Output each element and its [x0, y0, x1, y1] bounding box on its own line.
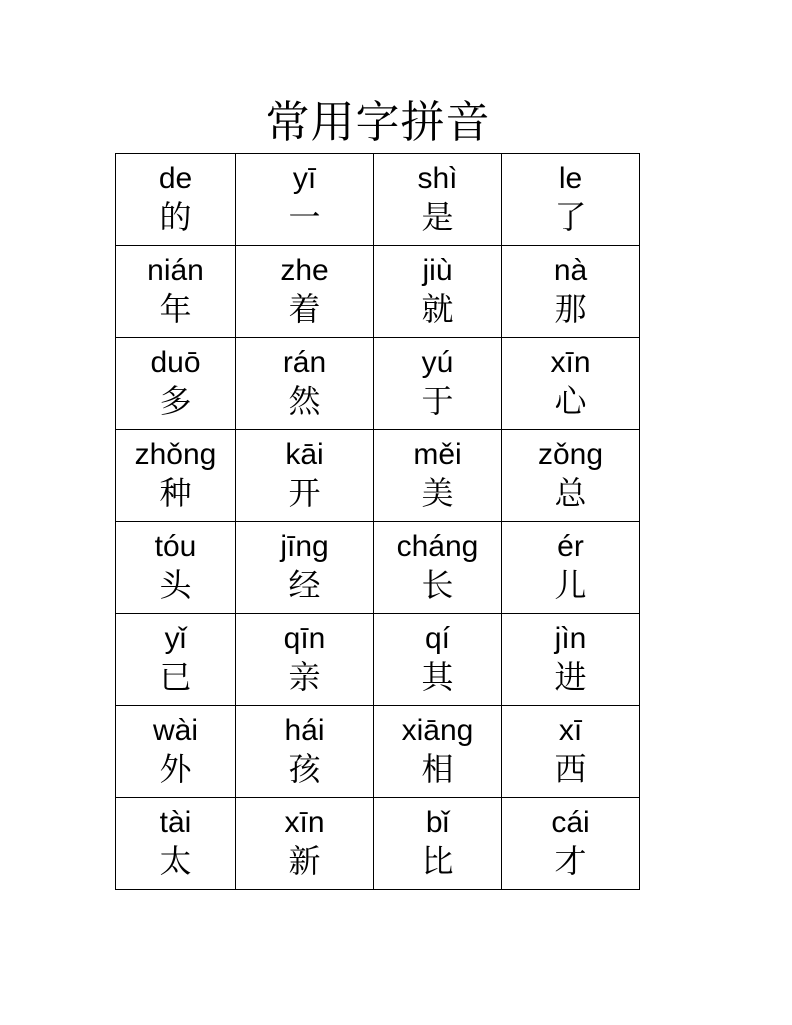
- pinyin-label: xiāng: [401, 714, 474, 747]
- char-cell-content: [116, 706, 235, 797]
- hanzi-character: 亲: [288, 658, 321, 696]
- pinyin-label: yī: [292, 162, 317, 195]
- char-cell-content: [502, 430, 639, 521]
- pinyin-label: wài: [152, 714, 198, 747]
- char-cell: [502, 246, 640, 338]
- table-row: [116, 706, 640, 798]
- char-cell-content: [502, 706, 639, 797]
- hanzi-character: 的: [159, 198, 192, 236]
- pinyin-label: jìn: [554, 622, 587, 655]
- char-cell: [116, 154, 236, 246]
- hanzi-character: 才: [554, 842, 587, 880]
- char-cell: [236, 154, 374, 246]
- hanzi-character: 是: [421, 198, 454, 236]
- hanzi-character: 着: [288, 290, 321, 328]
- char-cell: [374, 338, 502, 430]
- hanzi-character: 年: [159, 290, 192, 328]
- pinyin-label: jīng: [280, 530, 329, 563]
- table-row: [116, 522, 640, 614]
- char-cell: [374, 522, 502, 614]
- char-cell: [502, 706, 640, 798]
- pinyin-label: bǐ: [425, 806, 450, 839]
- pinyin-label: xīn: [550, 346, 591, 379]
- char-cell: [502, 614, 640, 706]
- char-cell: [116, 522, 236, 614]
- char-cell-content: [116, 430, 235, 521]
- hanzi-character: 多: [159, 382, 192, 420]
- char-cell-content: [502, 338, 639, 429]
- char-cell-content: [236, 154, 373, 245]
- char-cell: [374, 154, 502, 246]
- char-cell: [116, 246, 236, 338]
- hanzi-character: 开: [288, 474, 321, 512]
- pinyin-label: xī: [558, 714, 583, 747]
- hanzi-character: 了: [554, 198, 587, 236]
- hanzi-character: 那: [554, 290, 587, 328]
- char-cell: [236, 614, 374, 706]
- char-cell: [502, 430, 640, 522]
- char-cell: [236, 522, 374, 614]
- char-cell-content: [502, 614, 639, 705]
- table-row: [116, 430, 640, 522]
- char-cell-content: [236, 614, 373, 705]
- hanzi-character: 孩: [288, 750, 321, 788]
- pinyin-label: qīn: [283, 622, 326, 655]
- char-cell-content: [502, 522, 639, 613]
- pinyin-label: jiù: [422, 254, 453, 287]
- pinyin-label: yú: [421, 346, 454, 379]
- hanzi-character: 于: [421, 382, 454, 420]
- char-cell-content: [502, 154, 639, 245]
- hanzi-character: 西: [554, 750, 587, 788]
- char-cell-content: [502, 246, 639, 337]
- pinyin-table: [115, 153, 640, 890]
- pinyin-label: cái: [551, 806, 590, 839]
- char-cell-content: [116, 154, 235, 245]
- pinyin-label: shì: [417, 162, 458, 195]
- char-cell-content: [236, 522, 373, 613]
- pinyin-label: duō: [150, 346, 201, 379]
- pinyin-label: měi: [413, 438, 462, 471]
- hanzi-character: 进: [554, 658, 587, 696]
- pinyin-label: hái: [284, 714, 325, 747]
- pinyin-label: rán: [282, 346, 327, 379]
- hanzi-character: 比: [421, 842, 454, 880]
- char-cell-content: [374, 614, 501, 705]
- pinyin-label: zǒng: [537, 438, 604, 471]
- char-cell-content: [374, 798, 501, 889]
- char-cell: [502, 154, 640, 246]
- char-cell: [374, 246, 502, 338]
- hanzi-character: 其: [421, 658, 454, 696]
- char-cell-content: [236, 430, 373, 521]
- hanzi-character: 美: [421, 474, 454, 512]
- pinyin-label: le: [558, 162, 583, 195]
- pinyin-label: qí: [424, 622, 451, 655]
- hanzi-character: 太: [159, 842, 192, 880]
- char-cell: [116, 430, 236, 522]
- char-cell: [502, 522, 640, 614]
- char-cell: [236, 338, 374, 430]
- char-cell-content: [374, 154, 501, 245]
- char-cell: [502, 338, 640, 430]
- page-title: 常用字拼音: [265, 97, 491, 148]
- pinyin-table-body: [116, 154, 640, 890]
- pinyin-label: tóu: [154, 530, 197, 563]
- hanzi-character: 一: [288, 198, 321, 236]
- char-cell-content: [116, 614, 235, 705]
- char-cell-content: [236, 706, 373, 797]
- hanzi-character: 然: [288, 382, 321, 420]
- char-cell-content: [374, 522, 501, 613]
- char-cell-content: [116, 246, 235, 337]
- char-cell: [116, 706, 236, 798]
- char-cell: [374, 798, 502, 890]
- char-cell: [374, 430, 502, 522]
- table-row: [116, 338, 640, 430]
- pinyin-label: yǐ: [164, 622, 187, 655]
- char-cell: [236, 798, 374, 890]
- char-cell: [116, 338, 236, 430]
- hanzi-character: 种: [159, 474, 192, 512]
- pinyin-label: cháng: [396, 530, 479, 563]
- char-cell-content: [374, 430, 501, 521]
- char-cell-content: [236, 246, 373, 337]
- hanzi-character: 经: [288, 566, 321, 604]
- char-cell: [502, 798, 640, 890]
- hanzi-character: 新: [288, 842, 321, 880]
- char-cell: [236, 430, 374, 522]
- pinyin-label: de: [158, 162, 193, 195]
- char-cell-content: [502, 798, 639, 889]
- hanzi-character: 总: [554, 474, 587, 512]
- hanzi-character: 儿: [554, 566, 587, 604]
- table-row: [116, 154, 640, 246]
- table-row: [116, 798, 640, 890]
- pinyin-label: xīn: [284, 806, 325, 839]
- hanzi-character: 相: [421, 750, 454, 788]
- char-cell-content: [116, 338, 235, 429]
- hanzi-character: 就: [421, 290, 454, 328]
- char-cell: [236, 706, 374, 798]
- hanzi-character: 心: [554, 382, 587, 420]
- char-cell-content: [116, 798, 235, 889]
- char-cell-content: [116, 522, 235, 613]
- table-row: [116, 246, 640, 338]
- pinyin-label: kāi: [285, 438, 324, 471]
- hanzi-character: 已: [159, 658, 192, 696]
- char-cell: [116, 798, 236, 890]
- char-cell: [374, 706, 502, 798]
- char-cell-content: [236, 798, 373, 889]
- pinyin-label: ér: [557, 530, 584, 563]
- pinyin-label: tài: [159, 806, 192, 839]
- char-cell-content: [236, 338, 373, 429]
- char-cell: [374, 614, 502, 706]
- char-cell-content: [374, 246, 501, 337]
- pinyin-label: nà: [553, 254, 588, 287]
- char-cell-content: [374, 338, 501, 429]
- char-cell: [236, 246, 374, 338]
- pinyin-label: zhǒng: [134, 438, 217, 471]
- char-cell-content: [374, 706, 501, 797]
- hanzi-character: 外: [159, 750, 192, 788]
- hanzi-character: 头: [159, 566, 192, 604]
- pinyin-label: zhe: [280, 254, 329, 287]
- hanzi-character: 长: [421, 566, 454, 604]
- pinyin-label: nián: [147, 254, 204, 287]
- table-row: [116, 614, 640, 706]
- char-cell: [116, 614, 236, 706]
